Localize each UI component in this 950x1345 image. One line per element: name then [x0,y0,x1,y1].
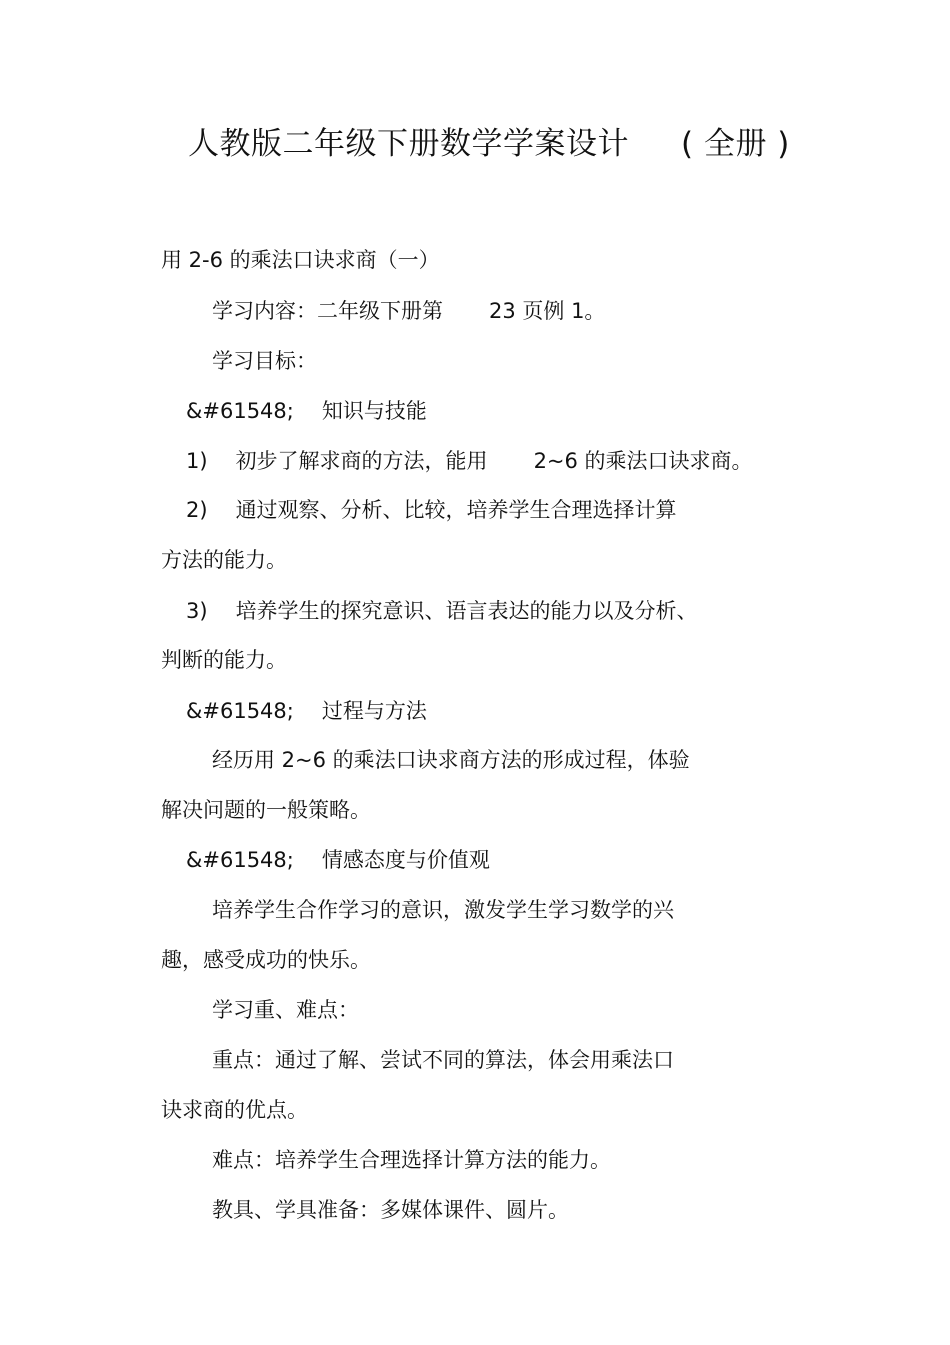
process-heading-row [186,696,427,726]
bullet-glyph: &#61548; [186,848,294,872]
key-point-text: 重点：通过了解、尝试不同的算法，体会用乘法口 [212,1048,674,1072]
process-text: 经历用 2~6 的乘法口诀求商方法的形成过程，体验 [212,748,690,772]
attitude-heading-row [186,845,490,875]
knowledge-item-3 [186,596,698,626]
knowledge-heading: 知识与技能 [321,399,427,423]
item-text: 培养学生的探究意识、语言表达的能力以及分析、 [235,599,698,623]
section-heading: 用 2-6 的乘法口诀求商（一） [161,248,440,272]
knowledge-item-2 [186,495,677,525]
process-text-continued: 解决问题的一般策略。 [161,798,371,822]
knowledge-heading-row [186,396,427,426]
item-number: 3) [186,599,208,623]
knowledge-item-1 [186,446,753,476]
title-main: 人教版二年级下册数学学案设计 [188,126,629,162]
item-number: 2) [186,498,208,522]
item-text-end: 2~6 的乘法口诀求商。 [533,449,753,473]
bullet-glyph: &#61548; [186,399,294,423]
key-points-label: 学习重、难点： [212,998,359,1022]
attitude-text: 培养学生合作学习的意识，激发学生学习数学的兴 [212,898,674,922]
bullet-glyph: &#61548; [186,699,294,723]
materials-text: 教具、学具准备：多媒体课件、圆片。 [212,1198,569,1222]
difficulty-text: 难点：培养学生合理选择计算方法的能力。 [212,1148,611,1172]
item-text: 初步了解求商的方法，能用 [235,449,488,473]
document-title [188,124,790,164]
item-number: 1) [186,449,208,473]
learning-content-label: 学习内容：二年级下册第 [212,299,443,323]
title-suffix: ( 全册 ) [681,126,790,162]
objectives-label: 学习目标： [212,349,317,373]
learning-content [212,296,605,326]
process-heading: 过程与方法 [321,699,427,723]
knowledge-item-3-continued: 判断的能力。 [161,648,287,672]
attitude-text-continued: 趣，感受成功的快乐。 [161,948,371,972]
item-text: 通过观察、分析、比较，培养学生合理选择计算 [235,498,677,522]
learning-content-page: 23 页例 1。 [489,299,606,323]
attitude-heading: 情感态度与价值观 [321,848,490,872]
knowledge-item-2-continued: 方法的能力。 [161,548,287,572]
key-point-text-continued: 诀求商的优点。 [161,1098,308,1122]
